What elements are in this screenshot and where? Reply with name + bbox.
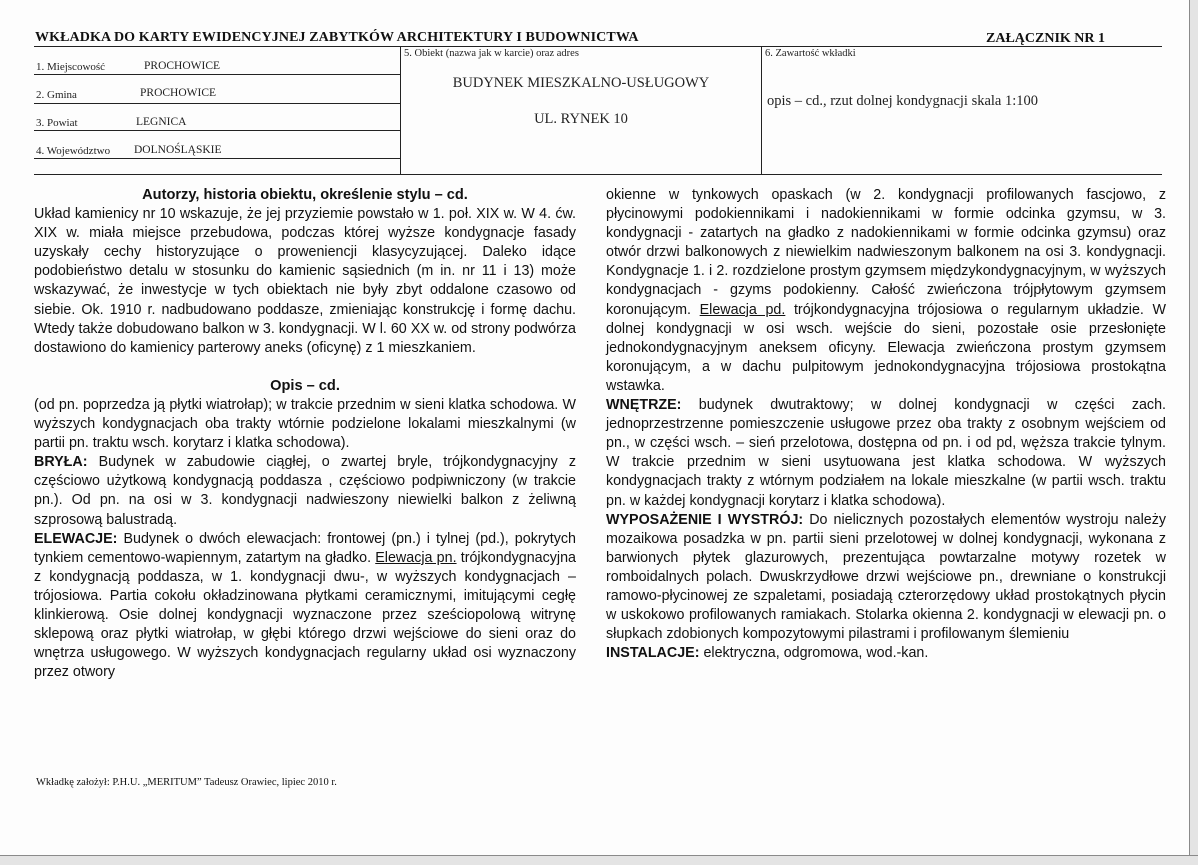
locality-label: 1. Miejscowość xyxy=(36,61,106,73)
row-rule-4 xyxy=(34,158,400,159)
history-heading: Autorzy, historia obiektu, określenie stylu – cd. xyxy=(142,187,468,203)
continued-text-b: trójkondygnacyjna trójosiowa o regularnym układzie. W dolnej kondygnacji w osi wsch. wejście do sieni, pozostałe osie przesłonięte jednokondygnacyjnym aneksem oficyny. Elewacja zwieńczona prostym gzymsem koronującym, a w dachu pulpitowym jednokondygnacyjna trójosiowa prostokątna wstawka. xyxy=(606,301,1166,394)
locality-value: PROCHOWICE xyxy=(144,60,221,72)
wyposazenie-paragraph xyxy=(606,511,1166,645)
description-intro: (od pn. poprzedza ją płytki wiatrołap); w trakcie przednim w sieni klatka schodowa. W wyższych kondygnacjach oba trakty wtórnie podzielone lokalami mieszkalnymi (w partii pn. traktu wsch. korytarz i klatka schodowa). xyxy=(34,396,576,452)
county-label: 3. Powiat xyxy=(36,117,78,129)
object-address: UL. RYNEK 10 xyxy=(534,111,628,127)
continued-text-a: okienne w tynkowych opaskach (w 2. kondygnacji profilowanych fascjowo, z płycinowymi podokiennikami i nadokiennikami w formie odcinka gzymsu, w 3. kondygnacji - zatartych na gładko z nadokiennikami w formie odcinka gzymsu) oraz otwór drzwi balkonowych z niewielkim nadwieszonym balkonem na osi 3. kondygnacji. Kondygnacje 1. i 2. rozdzielone prostym gzymsem międzykondygnacyjnym, w wyższych kondygnacjach - gzyms podokienny. Całość zwieńczona trójpłytowym gzymsem koronującym. xyxy=(606,187,1166,318)
elewacje-text-a: Budynek o dwóch elewacjach: frontowej (pn.) i tylnej (pd.), pokrytych tynkiem cementowo-wapiennym, zatartym na gładko. xyxy=(34,530,576,566)
object-label: 5. Obiekt (nazwa jak w karcie) oraz adres xyxy=(404,48,579,59)
history-text: Układ kamienicy nr 10 wskazuje, że jej przyziemie powstało w 1. poł. XIX w. W 4. ćw. XIX w. miała miejsce przebudowa, podczas której wyższe kondygnacje fasady uzyskały cechy historyzujące o proweniencji klasycyzującej. Daleko idące podobieństwo detalu w stosunku do kamienic sąsiednich (m in. nr 11 i 13) może wskazywać, że inwestycje w tych obiektach nie były zbyt oddalone czasowo od siebie. Ok. 1910 r. nadbudowano poddasze, zmieniając konstrukcję i formę dachu. Wtedy także dobudowano balkon w 3. kondygnacji. W l. 60 XX w. od strony podwórza dostawiono do kamienicy parterowy aneks (oficynę) z 1 mieszkaniem. xyxy=(34,206,576,356)
table-bottom-rule xyxy=(34,174,1162,175)
footer-credit: Wkładkę założył: P.H.U. „MERITUM” Tadeusz Orawiec, lipiec 2010 r. xyxy=(36,777,337,788)
bryla-text: Budynek w zabudowie ciągłej, o zwartej bryle, trójkondygnacyjny z częściowo użytkową kondygnacją poddasza , częściowo podpiwniczony (w trakcie pn.). Od pn. na osi w 3. kondygnacji nadwieszony niewielki balkon z żeliwną szprosową balustradą. xyxy=(34,454,576,528)
commune-value: PROCHOWICE xyxy=(140,87,217,99)
row-rule-3 xyxy=(34,130,400,131)
description-heading: Opis – cd. xyxy=(270,377,340,394)
elewacje-label: ELEWACJE: xyxy=(34,530,118,547)
instalacje-text: elektryczna, odgromowa, wod.-kan. xyxy=(699,645,929,662)
county-value: LEGNICA xyxy=(136,116,187,128)
scan-edge-right xyxy=(1189,0,1198,864)
instalacje-paragraph xyxy=(606,644,1166,663)
right-column xyxy=(606,186,1166,663)
elewacje-text-b: trójkondygnacyjna z kondygnacją poddasza, w 1. kondygnacji dwu-, w wyższych kondygnacjach – trójosiowa. Partia cokołu okładzinowana płytkami ceramicznymi, imitującymi cegłę klinkierową. Osie dolnej kondygnacji wyznaczone przez sześciopolową witrynę sklepową oraz płytki wiatrołap, w głębi którego drzwi wejściowe do sieni oraz do wnętrza usługowego. W wyższych kondygnacjach regularny układ osi wyznaczony przez otwory xyxy=(34,549,576,681)
elewacja-pn-label: Elewacja pn. xyxy=(375,549,457,566)
province-value: DOLNOŚLĄSKIE xyxy=(134,144,222,156)
province-label: 4. Województwo xyxy=(36,145,111,157)
annex-label: ZAŁĄCZNIK NR 1 xyxy=(986,31,1106,46)
elewacje-paragraph xyxy=(34,530,576,683)
elewacja-continued xyxy=(606,186,1166,396)
wyposazenie-text: Do nielicznych pozostałych elementów wystroju należy mozaikowa posadzka w pn. partii sieni przelotowej w dolnej kondygnacji, wykonana z barwionych płytek glazurowych, prezentująca powtarzalne motywy rozetek w romboidalnych polach. Dwuskrzydłowe drzwi wejściowe pn., drewniane o konstrukcji ramowo-płycinowej ze szpaletami, posiadają czterorzędowy układ prostokątnych płycin w uskokowo profilowanych ramiakach. Stolarka okienna 2. kondygnacji w elewacji pn. o słupkach zdobionych kompozytowymi pilastrami i profilowanym ślemieniu xyxy=(606,511,1166,643)
commune-label: 2. Gmina xyxy=(36,89,77,101)
wnetrze-label: WNĘTRZE: xyxy=(606,397,682,414)
contents-value: opis – cd., rzut dolnej kondygnacji skala 1:100 xyxy=(767,93,1039,109)
row-rule-2 xyxy=(34,103,400,104)
form-title: WKŁADKA DO KARTY EWIDENCYJNEJ ZABYTKÓW ARCHITEKTURY I BUDOWNICTWA xyxy=(35,30,639,45)
header-rule xyxy=(34,46,1162,47)
row-rule-1 xyxy=(34,74,400,75)
contents-label: 6. Zawartość wkładki xyxy=(765,48,856,59)
wyposazenie-label: WYPOSAŻENIE I WYSTRÓJ: xyxy=(606,511,804,528)
instalacje-label: INSTALACJE: xyxy=(606,645,700,662)
bryla-paragraph xyxy=(34,453,576,529)
elewacja-pd-label: Elewacja pd. xyxy=(699,301,786,318)
object-name: BUDYNEK MIESZKALNO-USŁUGOWY xyxy=(452,75,710,91)
bryla-label: BRYŁA: xyxy=(34,454,88,471)
wnetrze-paragraph xyxy=(606,396,1166,511)
wnetrze-text: budynek dwutraktowy; w dolnej kondygnacji w części zach. jednoprzestrzenne pomieszczenie usługowe przez oba trakty z osobnym wejściem od pn., w części wsch. – sień przelotowa, dostępna od pn. i od pd, węższa trakcie tylnym. W trakcie przednim w sieni usytuowana jest klatka schodowa. W wyższych kondygnacjach trakty z wtórnym podziałem na lokale mieszkalne (w partii wsch. traktu pn. w każdej kondygnacji korytarz i klatka schodowa). xyxy=(606,397,1166,509)
left-column xyxy=(34,186,576,682)
